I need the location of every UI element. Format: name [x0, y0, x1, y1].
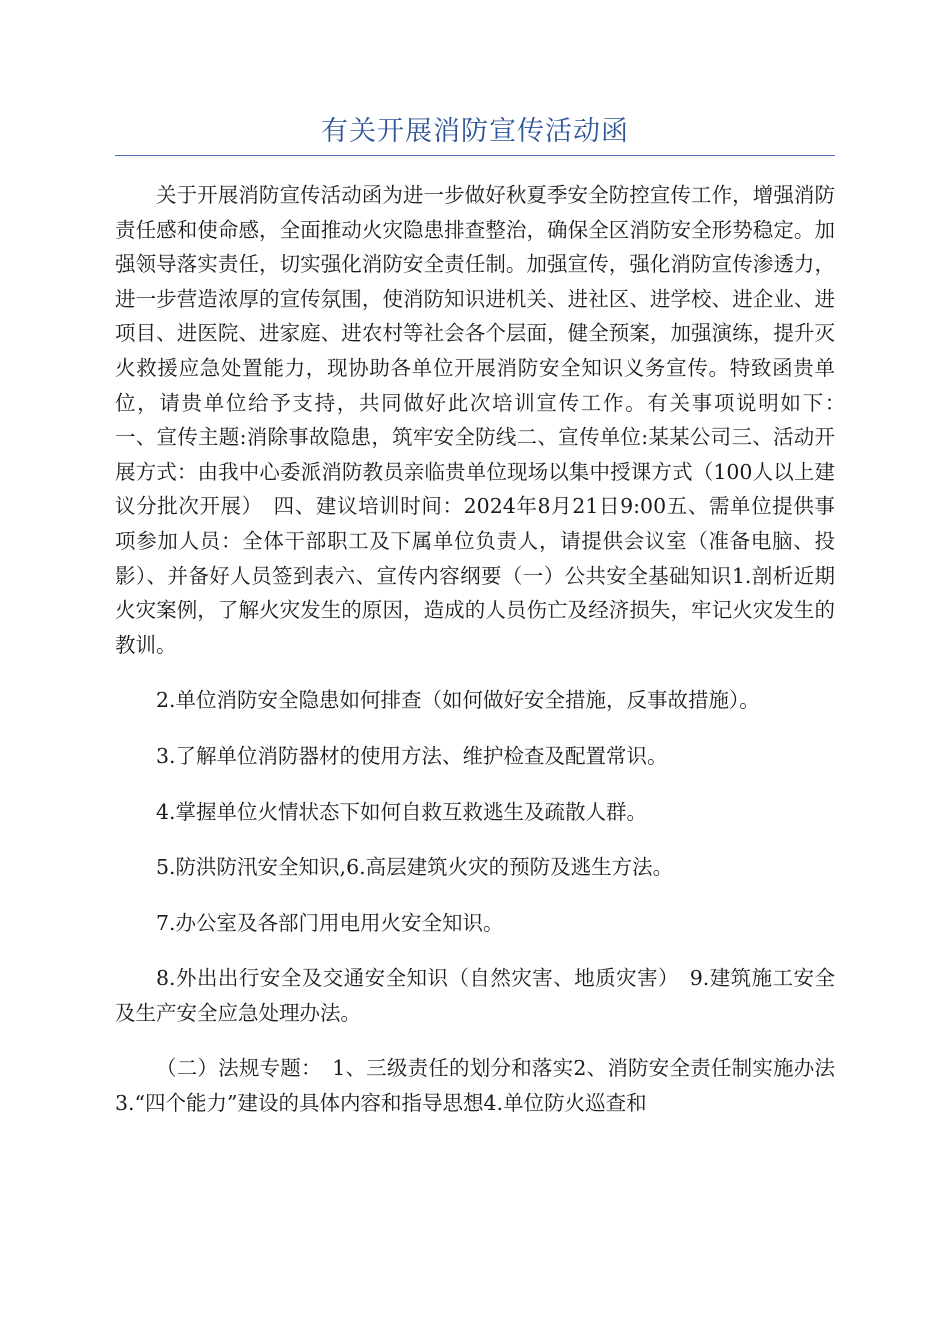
paragraph-item-2: 2.单位消防安全隐患如何排查（如何做好安全措施，反事故措施）。 — [156, 688, 760, 713]
paragraph-item-4: 4.掌握单位火情状态下如何自救互救逃生及疏散人群。 — [156, 799, 648, 824]
document-title: 有关开展消防宣传活动函 — [321, 116, 629, 147]
title-underline — [115, 155, 835, 156]
paragraph-item-5-6: 5.防洪防汛安全知识,6.高层建筑火灾的预防及逃生方法。 — [156, 855, 674, 880]
paragraph-item-3: 3.了解单位消防器材的使用方法、维护检查及配置常识。 — [156, 743, 668, 768]
document-body — [115, 178, 876, 1121]
paragraph-item-8-9: 8.外出出行安全及交通安全知识（自然灾害、地质灾害） 9.建筑施工安全及生产安全应急处理办法。 — [115, 966, 835, 1025]
paragraph-intro: 关于开展消防宣传活动函为进一步做好秋夏季安全防控宣传工作，增强消防责任感和使命感，全面推动火灾隐患排查整治，确保全区消防安全形势稳定。加强领导落实责任，切实强化消防安全责任制。加强宣传，强化消防宣传渗透力，进一步营造浓厚的宣传氛围，使消防知识进机关、进社区、进学校、进企业、进项目、进医院、进家庭、进农村等社会各个层面，健全预案，加强演练，提升灭火救援应急处置能力，现协助各单位开展消防安全知识义务宣传。特致函贵单位，请贵单位给予支持，共同做好此次培训宣传工作。有关事项说明如下： 一、宣传主题:消除事故隐患，筑牢安全防线二、宣传单位:某某公司三、活动开展方式：由我中心委派消防教员亲临贵单位现场以集中授课方式（100人以上建议分批次开展） 四、建议培训时间：2024年8月21日9:00五、需单位提供事项参加人员：全体干部职工及下属单位负责人，请提供会议室（准备电脑、投影）、并备好人员签到表六、宣传内容纲要（一）公共安全基础知识1.剖析近期火灾案例，了解火灾发生的原因，造成的人员伤亡及经济损失，牢记火灾发生的教训。 — [115, 183, 876, 657]
paragraph-regulations: （二）法规专题： 1、三级责任的划分和落实2、消防安全责任制实施办法3.“四个能力”建设的具体内容和指导思想4.单位防火巡查和 — [115, 1056, 835, 1116]
paragraph-item-7: 7.办公室及各部门用电用火安全知识。 — [156, 910, 504, 935]
